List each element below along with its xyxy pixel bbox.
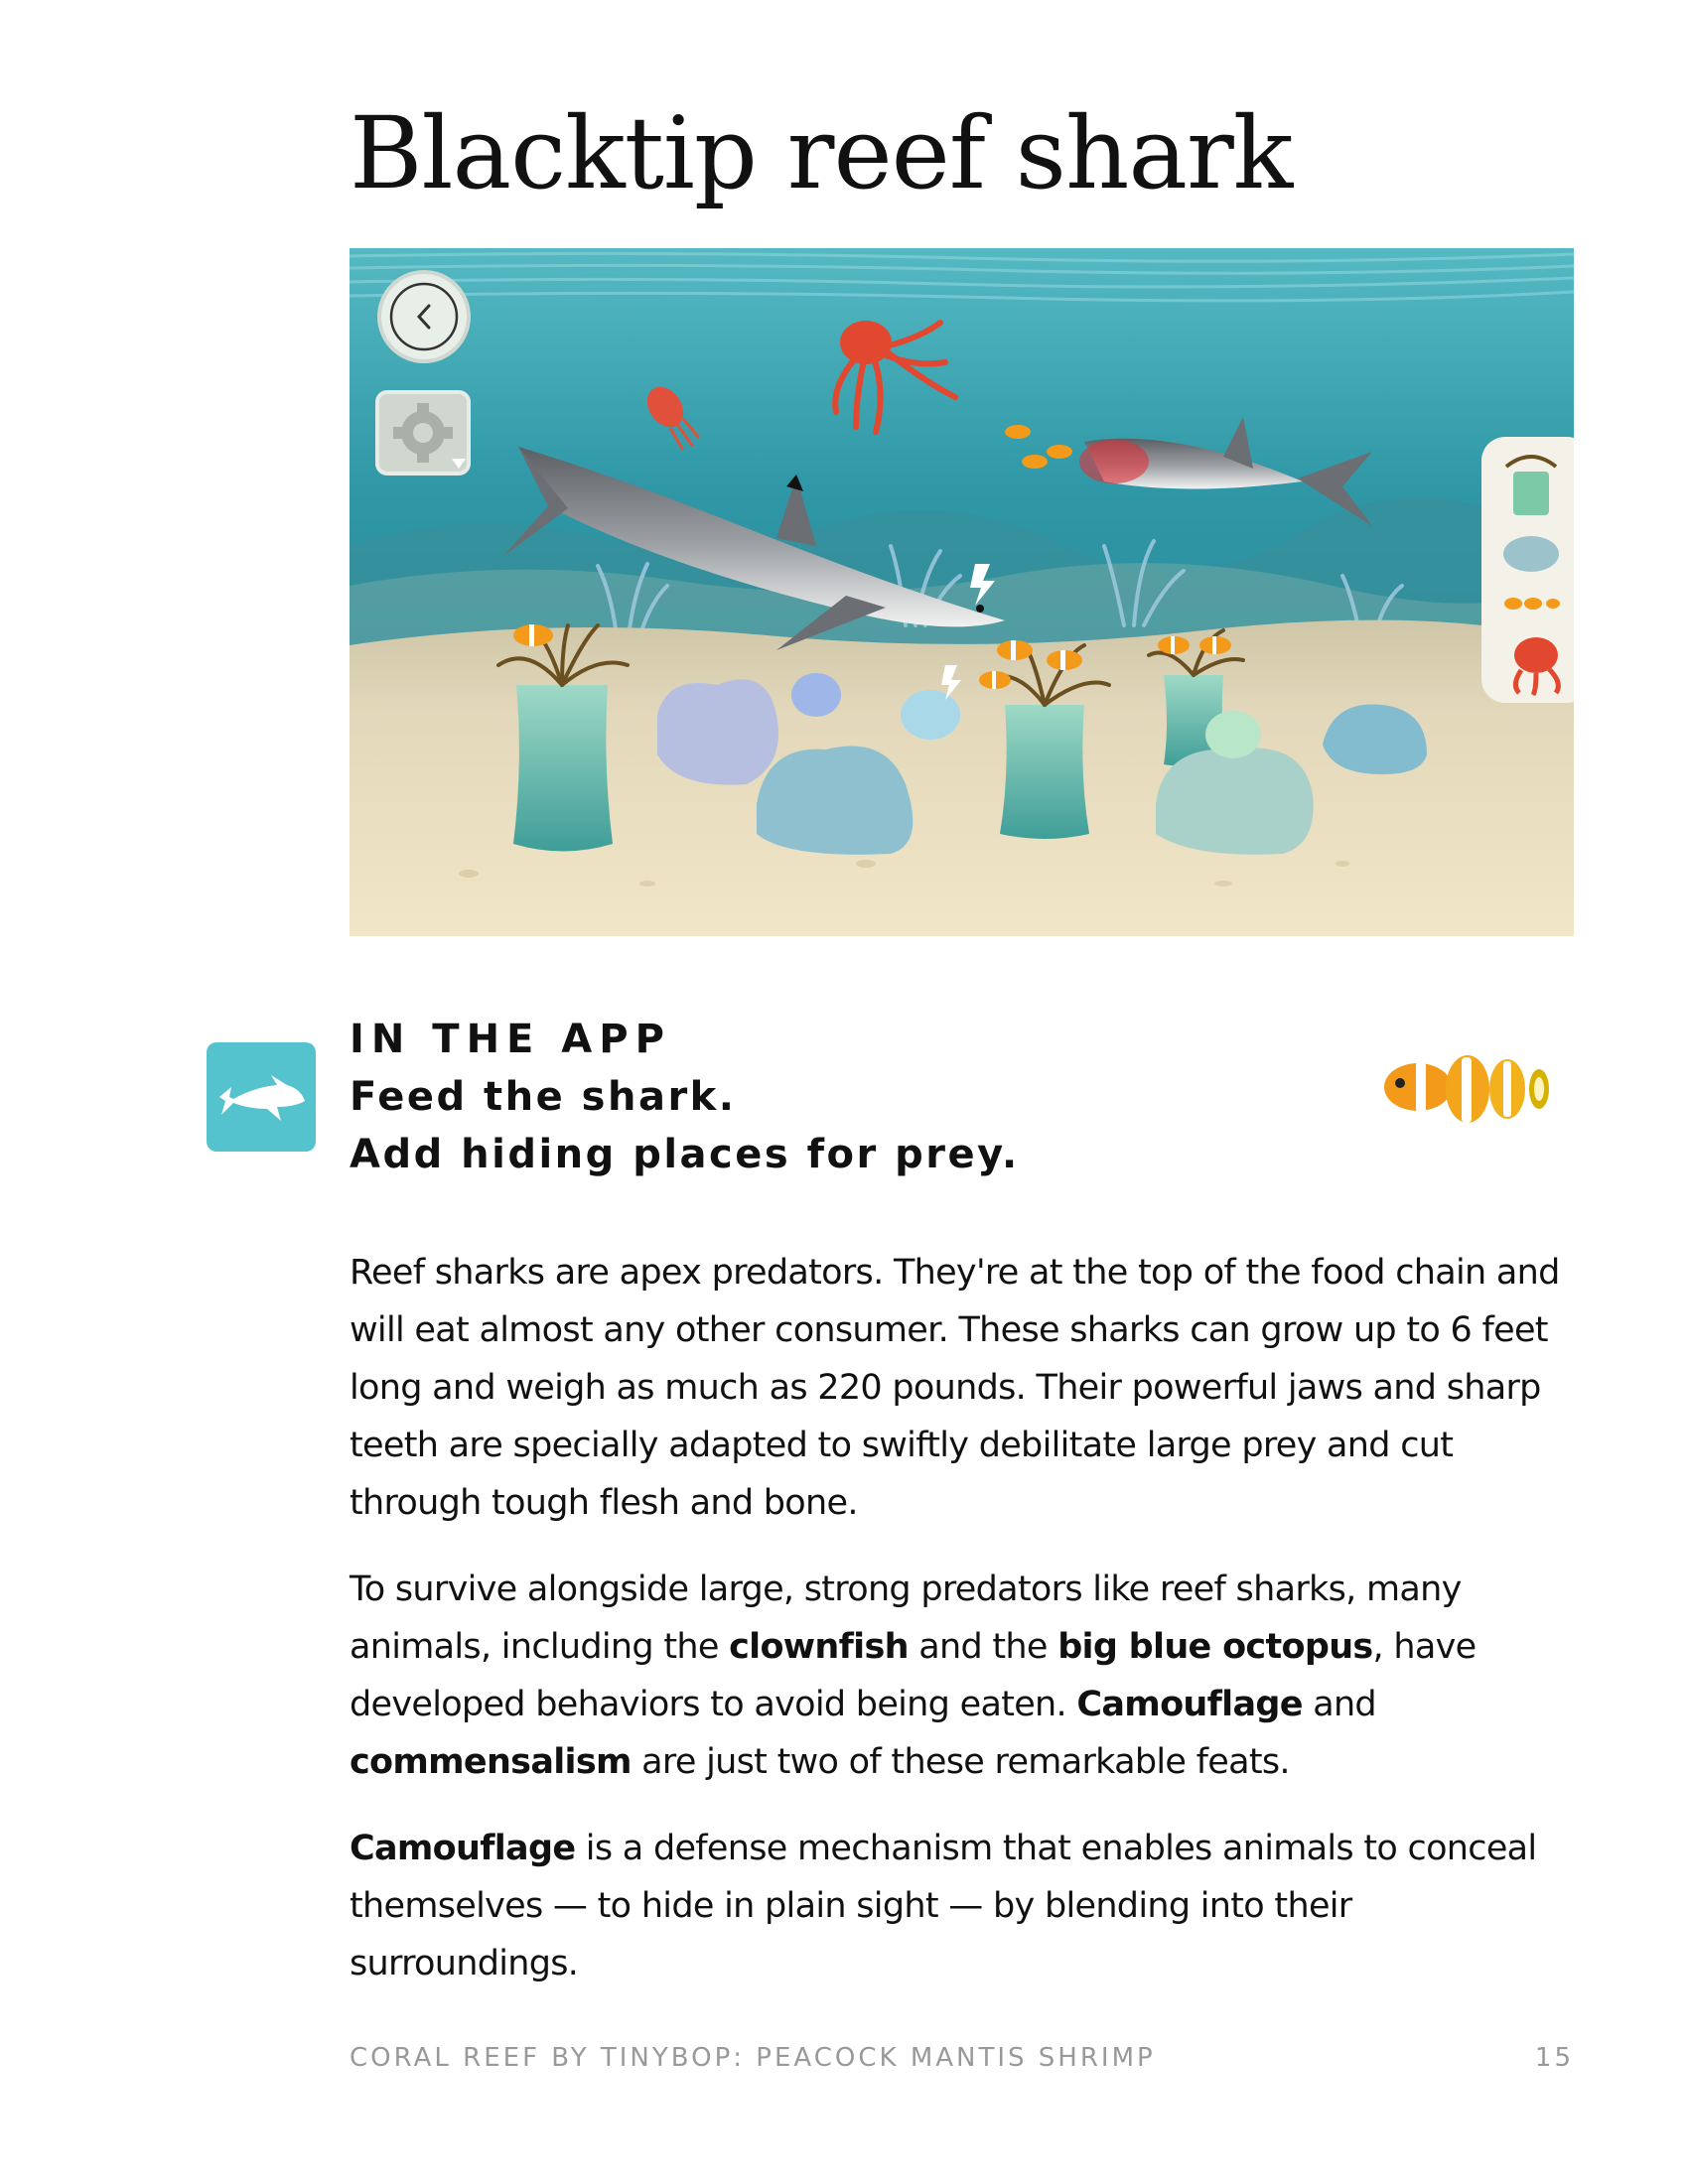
paragraph-2	[350, 1561, 1581, 1791]
paragraph-2-text: To survive alongside large, strong predators like reef sharks, many animals, including the	[350, 1570, 1462, 1667]
rock-icon[interactable]	[1503, 536, 1559, 572]
paragraph-1: Reef sharks are apex predators. They're at the top of the food chain and will eat almost any other consumer. These sharks can grow up to 6 feet long and weigh as much as 220 pounds. Their powerful jaws and sharp teeth are specially adapted to swiftly debilitate large prey and cut through tough flesh and bone.	[350, 1253, 1560, 1523]
paragraph-2-text: , have developed behaviors to avoid being eaten.	[350, 1627, 1477, 1724]
in-the-app-line-2: Add hiding places for prey.	[350, 1132, 1020, 1177]
in-the-app-label: IN THE APP	[350, 1017, 671, 1062]
clownfish-icon[interactable]	[1504, 598, 1560, 610]
rock-right	[1156, 748, 1314, 854]
item-tray[interactable]	[1481, 437, 1574, 703]
term-big-blue-octopus: big blue octopus	[1057, 1627, 1373, 1667]
back-button[interactable]	[379, 272, 469, 361]
in-the-app-heading	[350, 1011, 1020, 1183]
paragraph-2-text: are just two of these remarkable feats.	[631, 1742, 1290, 1782]
rock-left	[657, 679, 778, 784]
term-camouflage: Camouflage	[1076, 1685, 1303, 1724]
body-text	[350, 1244, 1581, 2021]
settings-button[interactable]	[377, 392, 469, 474]
term-clownfish: clownfish	[729, 1627, 909, 1667]
page-number: 15	[1534, 2043, 1574, 2073]
footer-title: CORAL REEF BY TINYBOP: PEACOCK MANTIS SHRIMP	[350, 2043, 1156, 2073]
clownfish-icon	[1376, 1039, 1555, 1139]
paragraph-2-text: and	[1302, 1685, 1376, 1724]
app-screenshot	[350, 248, 1574, 936]
term-commensalism: commensalism	[350, 1742, 632, 1782]
page-title: Blacktip reef shark	[350, 95, 1293, 211]
paragraph-2-text: and the	[908, 1627, 1058, 1667]
shark-icon-tile	[207, 1042, 316, 1152]
paragraph-3-text: is a defense mechanism that enables animals to conceal themselves — to hide in plain sight — by blending into their surroundings.	[350, 1829, 1537, 1983]
in-the-app-line-1: Feed the shark.	[350, 1074, 737, 1120]
rock-center	[757, 747, 913, 855]
term-camouflage: Camouflage	[350, 1829, 576, 1868]
shark-icon	[215, 1067, 307, 1127]
paragraph-3	[350, 1820, 1581, 1992]
